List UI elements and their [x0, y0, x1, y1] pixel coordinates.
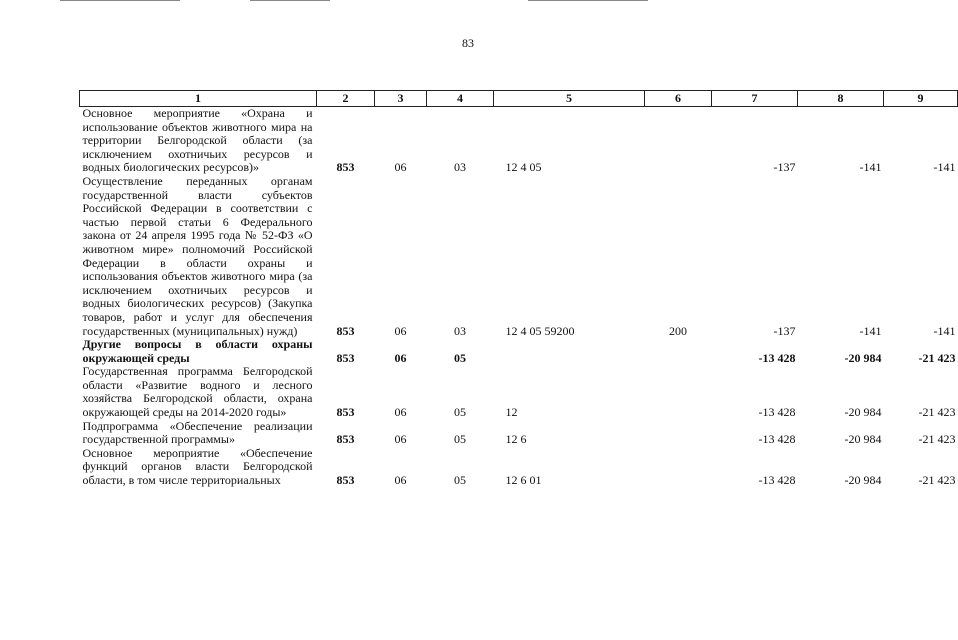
cell-target-article: 12 6: [505, 432, 527, 447]
page-number: 83: [462, 36, 474, 50]
table-row: [80, 447, 958, 488]
cell-amount-7: -13 428: [758, 473, 796, 488]
cell-target-article: [494, 338, 645, 365]
cell-amount-8: -20 984: [844, 350, 882, 365]
header-cell: 1: [80, 91, 317, 107]
cell-target-article: 12 4 05: [505, 160, 542, 175]
row-description: Другие вопросы в области охраны окружающей среды: [82, 337, 313, 365]
cell-code: 853: [336, 350, 355, 365]
header-cell: 9: [884, 91, 958, 107]
scan-edge-line-right: [528, 0, 648, 1]
cell-amount-8: -20 984: [844, 473, 882, 488]
cell-section: 06: [394, 350, 407, 365]
scan-edge-line-mid: [250, 0, 330, 1]
cell-expense-type: [645, 447, 712, 488]
cell-expense-type: [645, 338, 712, 365]
budget-table: [79, 90, 958, 488]
cell-subsection: 03: [454, 323, 466, 338]
cell-amount-9: -21 423: [918, 473, 956, 488]
cell-amount-8: -141: [859, 323, 882, 338]
row-description: Осуществление переданных органам государственной власти субъектов Российской Федерации в соответствии с частью первой статьи 6 Федерального закона от 24 апреля 1995 года № 52-ФЗ «О животном мире» полномочий Российской Федерации в области охраны и использования объектов животного мира (за исключением охотничьих ресурсов и водных биологических ресурсов) (Закупка товаров, работ и услуг для обеспечения государственных (муниципальных) нужд): [82, 173, 313, 338]
cell-subsection: 05: [454, 473, 466, 488]
header-cell: 7: [712, 91, 798, 107]
cell-section: 06: [394, 432, 407, 447]
cell-amount-9: -21 423: [918, 405, 956, 420]
cell-amount-7: -13 428: [758, 432, 796, 447]
cell-amount-8: -20 984: [844, 432, 882, 447]
cell-expense-type: [645, 420, 712, 447]
cell-code: 853: [336, 323, 355, 338]
table-row: [80, 338, 958, 365]
cell-section: 06: [394, 323, 407, 338]
cell-amount-7: -137: [773, 323, 796, 338]
table-row: [80, 420, 958, 447]
cell-amount-9: -21 423: [918, 432, 956, 447]
cell-target-article: 12: [505, 405, 518, 420]
header-cell: 8: [798, 91, 884, 107]
cell-code: 853: [336, 473, 355, 488]
cell-amount-7: -137: [773, 160, 796, 175]
row-description: Государственная программа Белгородской области «Развитие водного и лесного хозяйства Белгородской области, охрана окружающей среды на 2014-2020 годы»: [82, 364, 313, 420]
header-cell: 3: [375, 91, 427, 107]
cell-section: 06: [394, 473, 407, 488]
cell-amount-9: -21 423: [918, 350, 956, 365]
header-cell: 2: [317, 91, 375, 107]
cell-section: 06: [394, 160, 407, 175]
cell-expense-type: 200: [669, 323, 687, 338]
cell-amount-8: -141: [859, 160, 882, 175]
scan-edge-line-left: [60, 0, 180, 1]
row-description: Основное мероприятие «Обеспечение функций органов власти Белгородской области, в том числе территориальных: [82, 445, 313, 488]
cell-amount-7: -13 428: [758, 350, 796, 365]
header-cell: 6: [645, 91, 712, 107]
cell-amount-9: -141: [933, 160, 956, 175]
cell-subsection: 05: [454, 350, 466, 365]
cell-expense-type: [645, 107, 712, 175]
cell-target-article: 12 4 05 59200: [505, 323, 575, 338]
cell-expense-type: [645, 365, 712, 419]
cell-target-article: 12 6 01: [505, 473, 542, 488]
cell-code: 853: [336, 432, 355, 447]
cell-subsection: 05: [454, 432, 466, 447]
table-header-row: [80, 91, 958, 107]
cell-code: 853: [336, 405, 355, 420]
cell-subsection: 03: [454, 160, 466, 175]
cell-amount-8: -20 984: [844, 405, 882, 420]
header-cell: 4: [427, 91, 494, 107]
cell-amount-7: -13 428: [758, 405, 796, 420]
cell-code: 853: [336, 160, 355, 175]
table-row: [80, 365, 958, 419]
cell-amount-9: -141: [933, 323, 956, 338]
row-description: Основное мероприятие «Охрана и использование объектов животного мира на территории Белгородской области (за исключением охотничьих ресурсов и водных биологических ресурсов)»: [82, 106, 313, 175]
row-description: Подпрограмма «Обеспечение реализации государственной программы»: [82, 418, 313, 447]
cell-section: 06: [394, 405, 407, 420]
cell-subsection: 05: [454, 405, 466, 420]
header-cell: 5: [494, 91, 645, 107]
table-row: [80, 175, 958, 338]
table-row: [80, 107, 958, 175]
